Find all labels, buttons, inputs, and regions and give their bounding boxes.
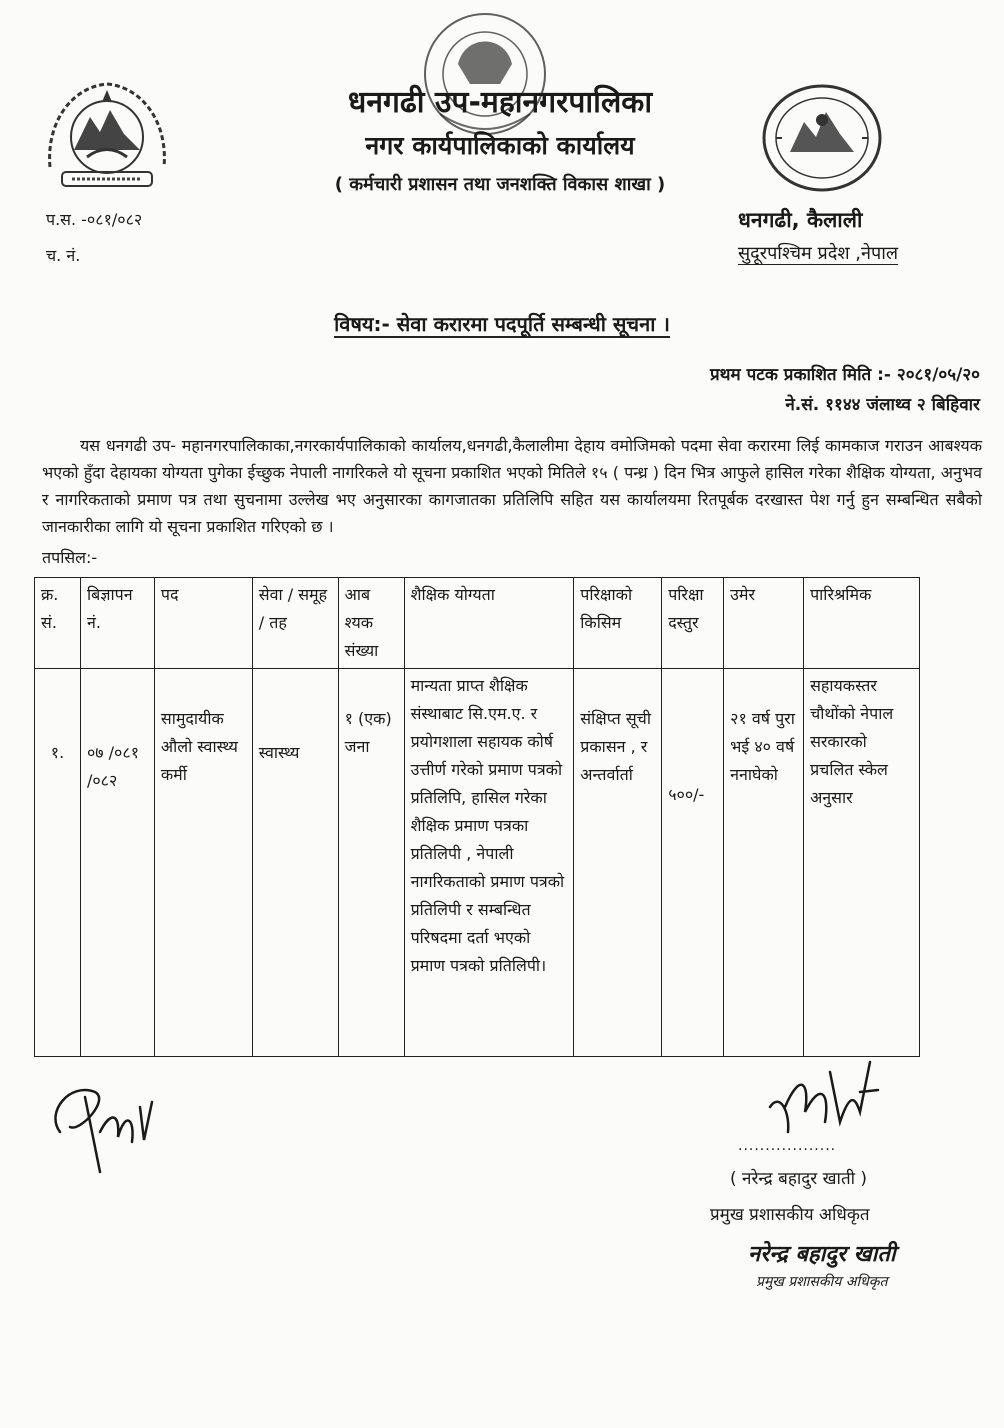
dispatch-no: च. नं. [46,246,81,265]
province [738,241,898,265]
officer-name: ( नरेन्द्र बहादुर खाती ) [730,1169,868,1189]
table-header-row [35,578,920,669]
pub-date: प्रथम पटक प्रकाशित मिति :- २०८१/०५/२० [709,365,980,385]
header-required: आब श्यक संख्या [338,578,404,669]
details-label: तपसिल:- [42,548,98,567]
header-exam-fee: परिक्षा दस्तुर [662,578,724,669]
office-name: नगर कार्यपालिकाको कार्यालय [365,131,635,160]
header-sn: क्र. सं. [35,578,81,669]
cell-required: १ (एक) जना [338,669,404,1057]
header-service: सेवा / समूह / तह [252,578,338,669]
cell-post: सामुदायीक औलो स्वास्थ्य कर्मी [154,669,252,1057]
header-age: उमेर [724,578,804,669]
intro-paragraph: यस धनगढी उप- महानगरपालिकाका,नगरकार्यपालिकाको कार्यालय,धनगढी,कैलालीमा देहाय वमोजिमको पदमा सेवा करारमा लिई कामकाज गराउन आबश्यक भएको हुँदा देहायका योग्यता पुगेका ईच्छुक नेपाली नागरिकले यो सूचना प्रकाशित भएको मितिले १५ ( पन्ध्र ) दिन भित्र आफुले हासिल गरेका शैक्षिक योग्यता, अनुभव र नागरिकताको प्रमाण पत्र तथा सुचनामा उल्लेख भए अनुसारका कागजातका प्रतिलिपि सहित यस कार्यालयमा रितपूर्बक दरखास्त पेश गर्नु हुन सम्बन्धित सबैको जानकारीका लागि यो सूचना प्रकाशित गरिएको छ । [42,436,982,536]
cell-remuneration: सहायकस्तर चौथोंको नेपाल सरकारको प्रचलित स्केल अनुसार [804,669,920,1057]
cell-sn: १. [35,669,81,1057]
header-ad-no: बिज्ञापन नं. [80,578,154,669]
subject [0,310,1004,337]
header-qualification: शैक्षिक योग्यता [404,578,574,669]
header-exam-type: परिक्षाको किसिम [574,578,662,669]
cell-exam-type: संक्षिप्त सूची प्रकासन , र अन्तर्वार्ता [574,669,662,1057]
header-post: पद [154,578,252,669]
stamp-name: नरेन्द्र बहादुर खाती [748,1242,896,1267]
municipality-seal-icon [760,82,884,194]
province-text: सुदूरपश्चिम प्रदेश ,नेपाल [738,243,899,264]
right-signature-icon [760,1052,890,1152]
signature-dots: .................. [738,1138,837,1154]
vacancy-table [34,577,920,1057]
subject-text: विषय:- सेवा करारमा पदपूर्ति सम्बन्धी सूचना । [334,312,670,336]
stamp-title: प्रमुख प्रशासकीय अधिकृत [756,1274,888,1290]
location: धनगढी, कैलाली [738,208,863,232]
cell-ad-no: ०७ /०८१ /०८२ [80,669,154,1057]
officer-title: प्रमुख प्रशासकीय अधिकृत [710,1205,870,1225]
table-row [35,669,920,1057]
org-name: धनगढी उप-महानगरपालिका [347,85,653,120]
nepal-emblem-icon [42,72,172,197]
branch-name: ( कर्मचारी प्रशासन तथा जनशक्ति विकास शाखा ) [334,174,666,195]
left-signature-icon [40,1072,170,1182]
header-remuneration: पारिश्रमिक [804,578,920,669]
cell-service: स्वास्थ्य [252,669,338,1057]
cell-exam-fee: ५००/- [662,669,724,1057]
ref-no: प.स. -०८१/०८२ [46,210,143,229]
nepal-sambat-date: ने.सं. ११४४ जंलाथ्व २ बिहिवार [785,395,980,415]
cell-qualification: मान्यता प्राप्त शैक्षिक संस्थाबाट सि.एम.ए. र प्रयोगशाला सहायक कोर्ष उत्तीर्ण गरेको प्रमाण पत्रको प्रतिलिपि, हासिल गरेका शैक्षिक प्रमाण पत्रका प्रतिलिपी , नेपाली नागरिकताको प्रमाण पत्रको प्रतिलिपी र सम्बन्धित परिषदमा दर्ता भएको प्रमाण पत्रको प्रतिलिपी। [404,669,574,1057]
cell-age: २१ वर्ष पुरा भई ४० वर्ष ननाघेको [724,669,804,1057]
